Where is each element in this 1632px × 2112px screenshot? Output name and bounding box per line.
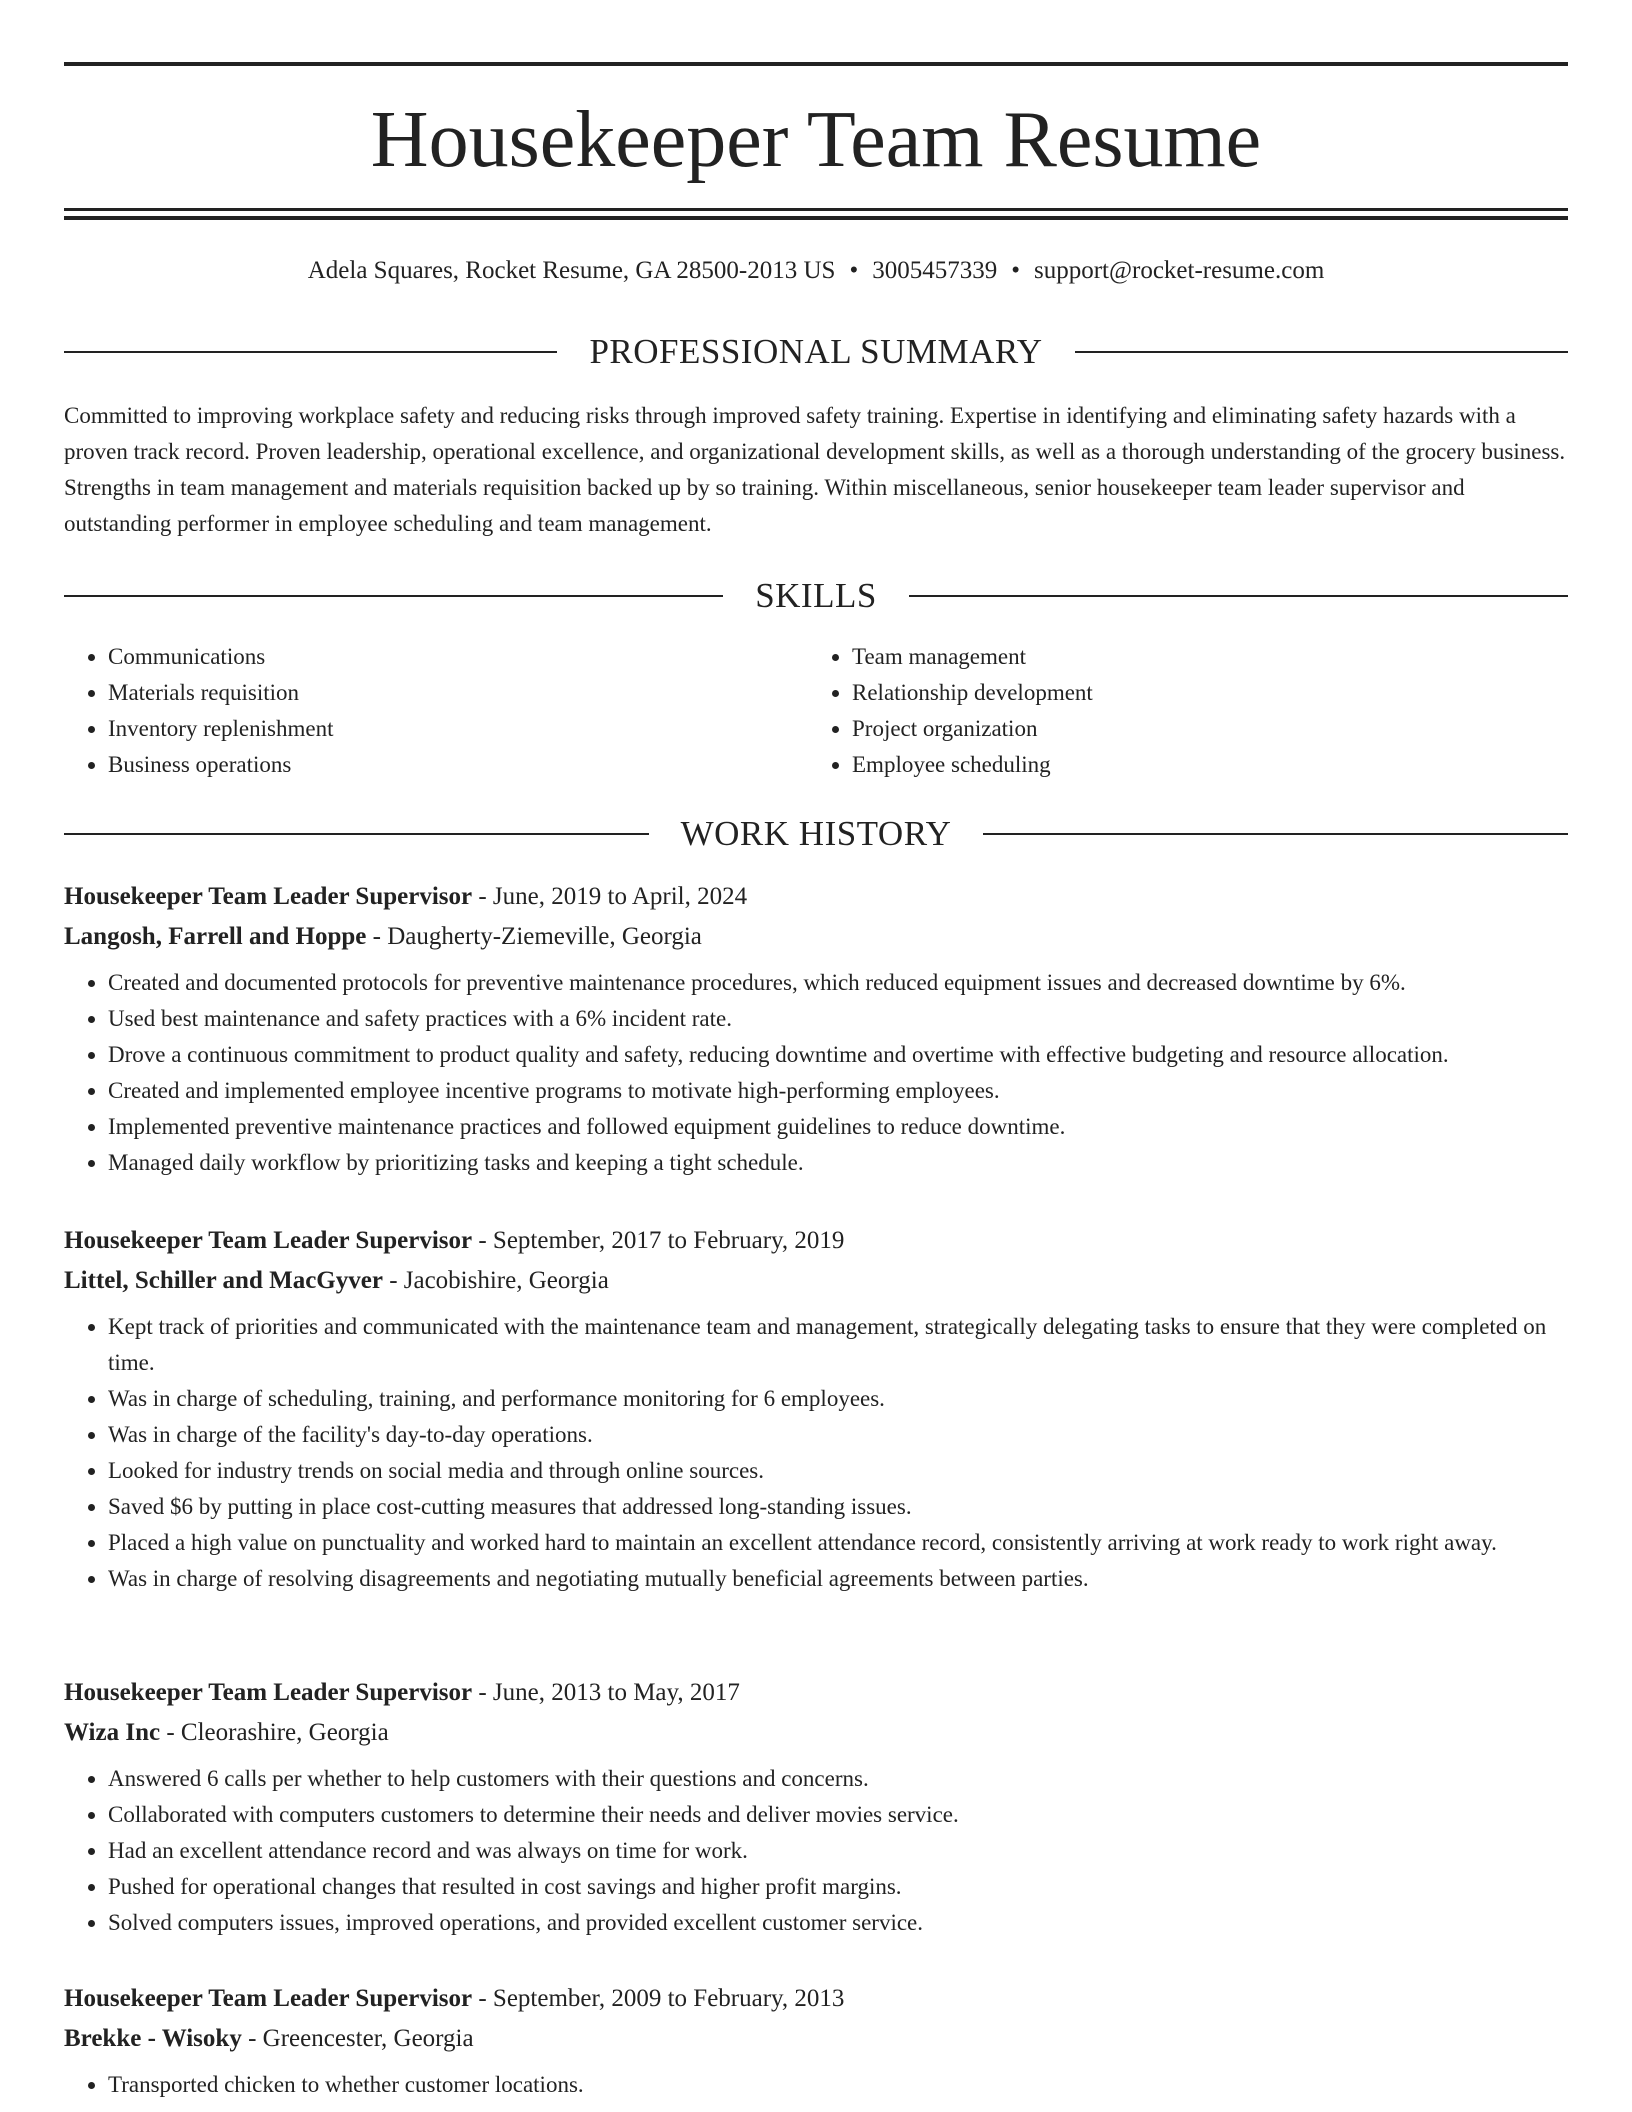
job-dates: - September, 2009 to February, 2013 — [478, 1985, 845, 2012]
skill-item: • Relationship development — [852, 675, 1550, 711]
job-location: - Daugherty-Ziemeville, Georgia — [372, 923, 702, 950]
job-title-line — [64, 1673, 1568, 1713]
job-bullets — [64, 1309, 1568, 1597]
job-bullets — [64, 2067, 1568, 2103]
skill-item: • Materials requisition — [108, 675, 806, 711]
job-bullet: • Collaborated with computers customers to determine their needs and deliver movies service. — [108, 1797, 1568, 1833]
job-bullet: • Was in charge of the facility's day-to-day operations. — [108, 1417, 1568, 1453]
summary-heading-label: PROFESSIONAL SUMMARY — [589, 332, 1043, 371]
job-title: Housekeeper Team Leader Supervisor — [64, 1227, 473, 1254]
job-title-line — [64, 1221, 1568, 1261]
job-company-line — [64, 1713, 1568, 1753]
heading-rule — [64, 595, 723, 597]
contact-address: Adela Squares, Rocket Resume, GA 28500-2013 US — [307, 257, 836, 284]
heading-rule — [983, 833, 1568, 835]
job-bullet: • Created and implemented employee incentive programs to motivate high-performing employees. — [108, 1073, 1568, 1109]
job-company: Brekke - Wisoky — [64, 2025, 242, 2052]
skills-column-left — [64, 639, 806, 783]
job-company: Wiza Inc — [64, 1719, 161, 1746]
skill-item: • Communications — [108, 639, 806, 675]
title-rule-lower — [64, 216, 1568, 220]
skills-heading — [64, 574, 1568, 618]
skills-list — [64, 639, 1568, 783]
job-title-line — [64, 877, 1568, 917]
job-bullet: • Saved $6 by putting in place cost-cutting measures that addressed long-standing issues. — [108, 1489, 1568, 1525]
title-rule-upper — [64, 208, 1568, 211]
job-entry — [64, 877, 1568, 1181]
job-bullet: • Transported chicken to whether customer locations. — [108, 2067, 1568, 2103]
job-title: Housekeeper Team Leader Supervisor — [64, 1679, 473, 1706]
job-bullet: • Kept track of priorities and communicated with the maintenance team and management, strategically delegating tasks to ensure that they were completed on time. — [108, 1309, 1568, 1381]
skills-column-right — [806, 639, 1550, 783]
job-bullet: • Answered 6 calls per whether to help customers with their questions and concerns. — [108, 1761, 1568, 1797]
job-bullet: • Had an excellent attendance record and was always on time for work. — [108, 1833, 1568, 1869]
heading-rule — [909, 595, 1568, 597]
job-dates: - September, 2017 to February, 2019 — [478, 1227, 845, 1254]
skill-item: • Business operations — [108, 747, 806, 783]
job-bullets — [64, 965, 1568, 1181]
job-location: - Greencester, Georgia — [248, 2025, 474, 2052]
skill-item: • Project organization — [852, 711, 1550, 747]
contact-phone: 3005457339 — [872, 257, 998, 284]
job-company-line — [64, 2019, 1568, 2059]
job-bullet: • Implemented preventive maintenance practices and followed equipment guidelines to reduce downtime. — [108, 1109, 1568, 1145]
top-rule — [64, 62, 1568, 66]
job-entry — [64, 1979, 1568, 2103]
job-company-line — [64, 917, 1568, 957]
contact-separator: • — [1011, 257, 1020, 284]
job-title: Housekeeper Team Leader Supervisor — [64, 883, 473, 910]
heading-rule — [64, 833, 649, 835]
job-entry — [64, 1221, 1568, 1597]
heading-rule — [64, 351, 557, 353]
skill-item: • Team management — [852, 639, 1550, 675]
work-heading — [64, 812, 1568, 856]
contact-email: support@rocket-resume.com — [1033, 257, 1325, 284]
contact-separator: • — [849, 257, 859, 284]
job-bullet: • Looked for industry trends on social media and through online sources. — [108, 1453, 1568, 1489]
job-location: - Jacobishire, Georgia — [389, 1267, 609, 1294]
job-bullet: • Was in charge of resolving disagreements and negotiating mutually beneficial agreements between parties. — [108, 1561, 1568, 1597]
job-bullet: • Managed daily workflow by prioritizing tasks and keeping a tight schedule. — [108, 1145, 1568, 1181]
job-bullet: • Used best maintenance and safety practices with a 6% incident rate. — [108, 1001, 1568, 1037]
contact-line — [64, 254, 1568, 288]
job-bullet: • Pushed for operational changes that resulted in cost savings and higher profit margins. — [108, 1869, 1568, 1905]
summary-text: Committed to improving workplace safety and reducing risks through improved safety training. Expertise in identifying and eliminating safety hazards with a proven track record. Proven leadership, operational excellence, and organizational development skills, as well as a thorough understanding of the grocery business. Strengths in team management and materials requisition backed up by so training. Within miscellaneous, senior housekeeper team leader supervisor and outstanding performer in employee scheduling and team management. — [64, 403, 1566, 536]
job-entry — [64, 1673, 1568, 1941]
job-bullet: • Created and documented protocols for preventive maintenance procedures, which reduced equipment issues and decreased downtime by 6%. — [108, 965, 1568, 1001]
job-bullet: • Placed a high value on punctuality and worked hard to maintain an excellent attendance record, consistently arriving at work ready to work right away. — [108, 1525, 1568, 1561]
skills-heading-label: SKILLS — [755, 576, 877, 615]
job-bullet: • Solved computers issues, improved operations, and provided excellent customer service. — [108, 1905, 1568, 1941]
job-company: Langosh, Farrell and Hoppe — [64, 923, 367, 950]
heading-rule — [1075, 351, 1568, 353]
job-title-line — [64, 1979, 1568, 2019]
job-dates: - June, 2019 to April, 2024 — [478, 883, 748, 910]
job-location: - Cleorashire, Georgia — [166, 1719, 389, 1746]
job-bullets — [64, 1761, 1568, 1941]
job-company: Littel, Schiller and MacGyver — [64, 1267, 383, 1294]
skill-item: • Inventory replenishment — [108, 711, 806, 747]
skill-item: • Employee scheduling — [852, 747, 1550, 783]
job-title: Housekeeper Team Leader Supervisor — [64, 1985, 473, 2012]
job-company-line — [64, 1261, 1568, 1301]
job-bullet: • Was in charge of scheduling, training, and performance monitoring for 6 employees. — [108, 1381, 1568, 1417]
work-heading-label: WORK HISTORY — [680, 814, 952, 853]
job-bullet: • Drove a continuous commitment to product quality and safety, reducing downtime and overtime with effective budgeting and resource allocation. — [108, 1037, 1568, 1073]
resume-title: Housekeeper Team Resume — [370, 96, 1262, 184]
summary-heading — [64, 330, 1568, 374]
job-dates: - June, 2013 to May, 2017 — [478, 1679, 740, 1706]
